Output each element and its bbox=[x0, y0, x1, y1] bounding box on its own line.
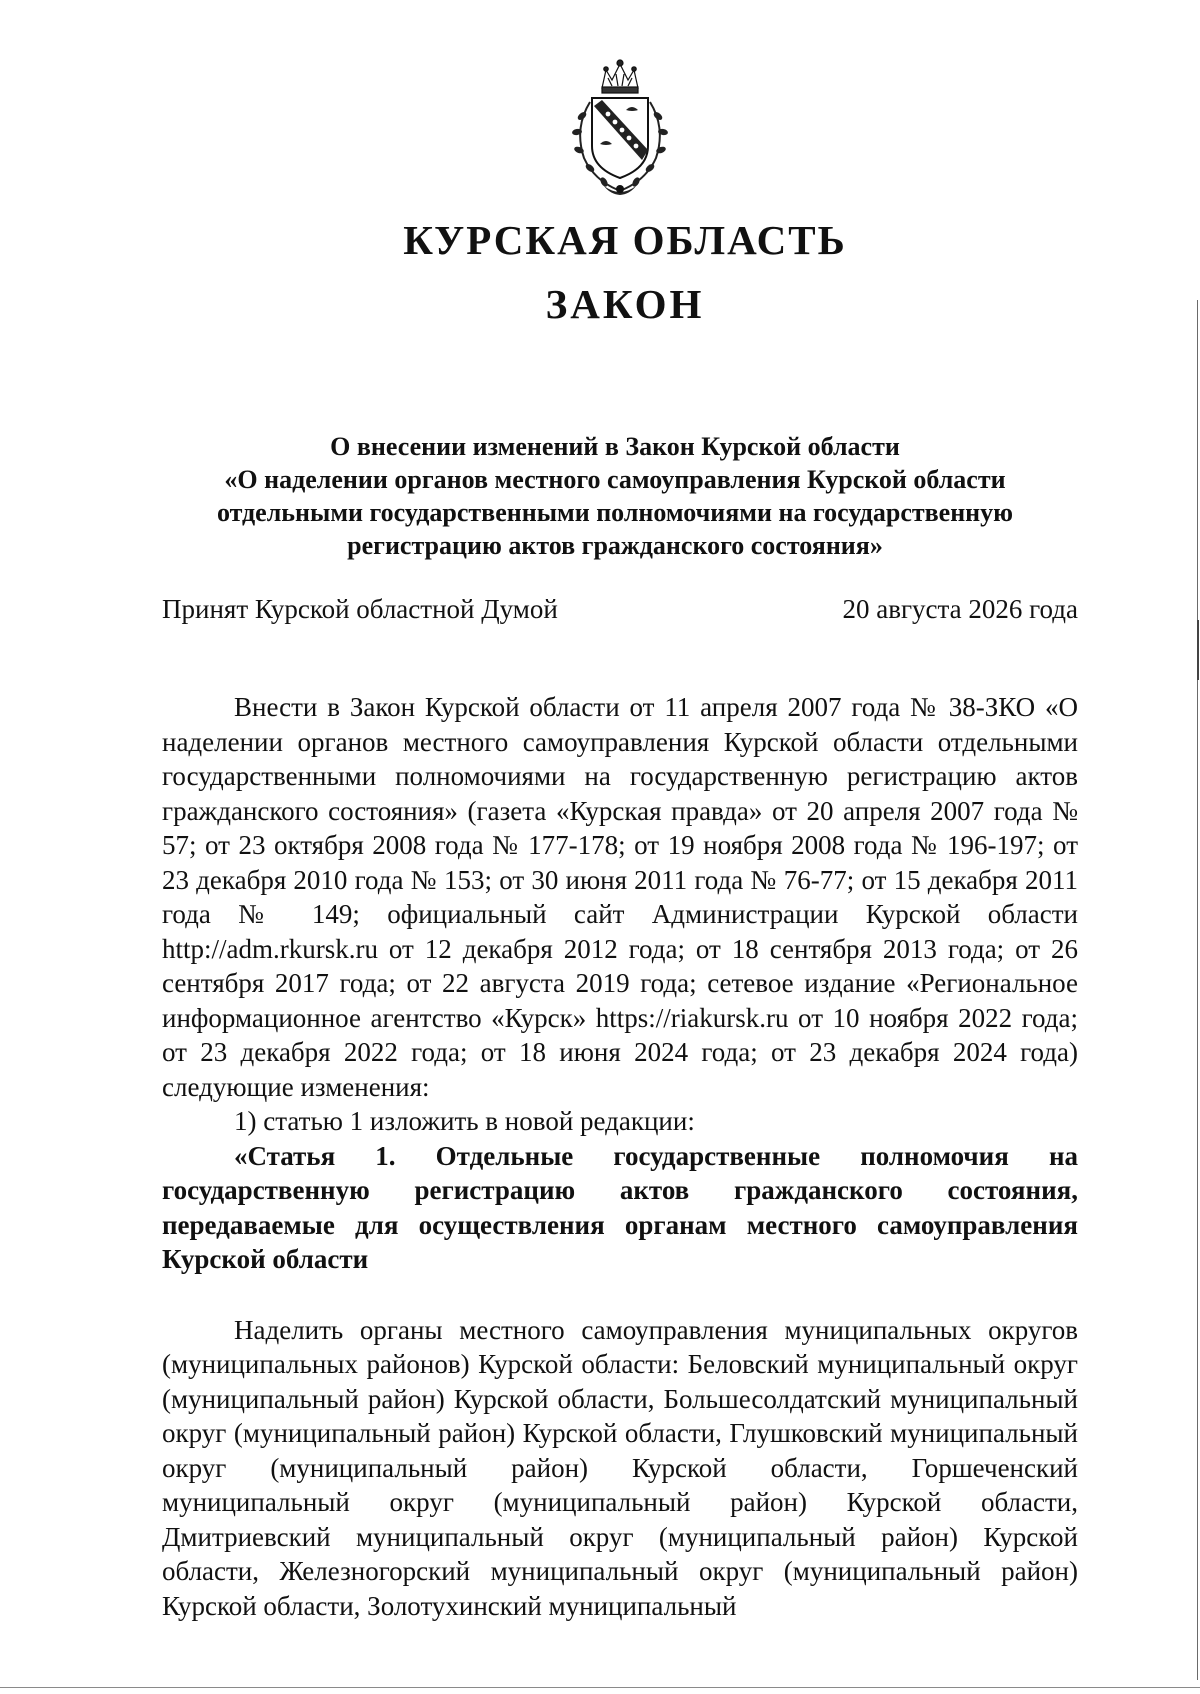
document-header bbox=[0, 208, 1200, 336]
adoption-row bbox=[162, 592, 1078, 626]
region-name: КУРСКАЯ ОБЛАСТЬ bbox=[403, 217, 847, 263]
law-title bbox=[150, 430, 1080, 562]
scan-edge-mark bbox=[1197, 620, 1199, 680]
title-line: «О наделении органов местного самоуправления Курской области bbox=[224, 465, 1006, 494]
item-paragraph: 1) статью 1 изложить в новой редакции: bbox=[234, 1106, 695, 1136]
coat-of-arms-icon bbox=[560, 58, 680, 198]
title-line: отдельными государственными полномочиями на государственную bbox=[216, 498, 1014, 527]
article-title: «Статья 1. Отдельные государственные полномочия на государственную регистрацию актов гражданского состояния, передаваемые для осуществления органам местного самоуправления Курской области bbox=[162, 1140, 1078, 1274]
law-body bbox=[162, 690, 1078, 1623]
scan-edge-line bbox=[1197, 300, 1198, 1680]
title-line: О внесении изменений в Закон Курской области bbox=[330, 432, 900, 461]
scan-bottom-line bbox=[0, 1687, 1200, 1688]
paragraph-gap bbox=[162, 1277, 1078, 1313]
title-line: регистрацию актов гражданского состояния» bbox=[347, 531, 883, 560]
adopted-by: Принят Курской областной Думой bbox=[162, 594, 558, 624]
intro-paragraph: Внести в Закон Курской области от 11 апреля 2007 года № 38-ЗКО «О наделении органов местного самоуправления Курской области отдельными государственными полномочиями на государственную регистрацию актов гражданского состояния» (газета «Курская правда» от 20 апреля 2007 года № 57; от 23 октября 2008 года № 177-178; от 19 ноября 2008 года № 196-197; от 23 декабря 2010 года № 153; от 30 июня 2011 года № 76-77; от 15 декабря 2011 года № 149; официальный сайт Администрации Курской области http://adm.rkursk.ru от 12 декабря 2012 года; от 18 сентября 2013 года; от 26 сентября 2017 года; от 22 августа 2019 года; сетевое издание «Региональное информационное агентство «Курск» https://riakursk.ru от 10 ноября 2022 года; от 23 декабря 2022 года; от 18 июня 2024 года; от 23 декабря 2024 года) следующие изменения: bbox=[162, 692, 1078, 1102]
adoption-date: 20 августа 2026 года bbox=[842, 594, 1078, 624]
article-paragraph: Наделить органы местного самоуправления муниципальных округов (муниципальных районов) Курской области: Беловский муниципальный округ (муниципальный район) Курской области, Большесолдатский муниципальный округ (муниципальный район) Курской области, Глушковский муниципальный округ (муниципальный район) Курской области, Горшеченский муниципальный округ (муниципальный район) Курской области, Дмитриевский муниципальный округ (муниципальный район) Курской области, Железногорский муниципальный округ (муниципальный район) Курской области, Золотухинский муниципальный bbox=[162, 1314, 1078, 1621]
doc-type: ЗАКОН bbox=[545, 281, 705, 327]
